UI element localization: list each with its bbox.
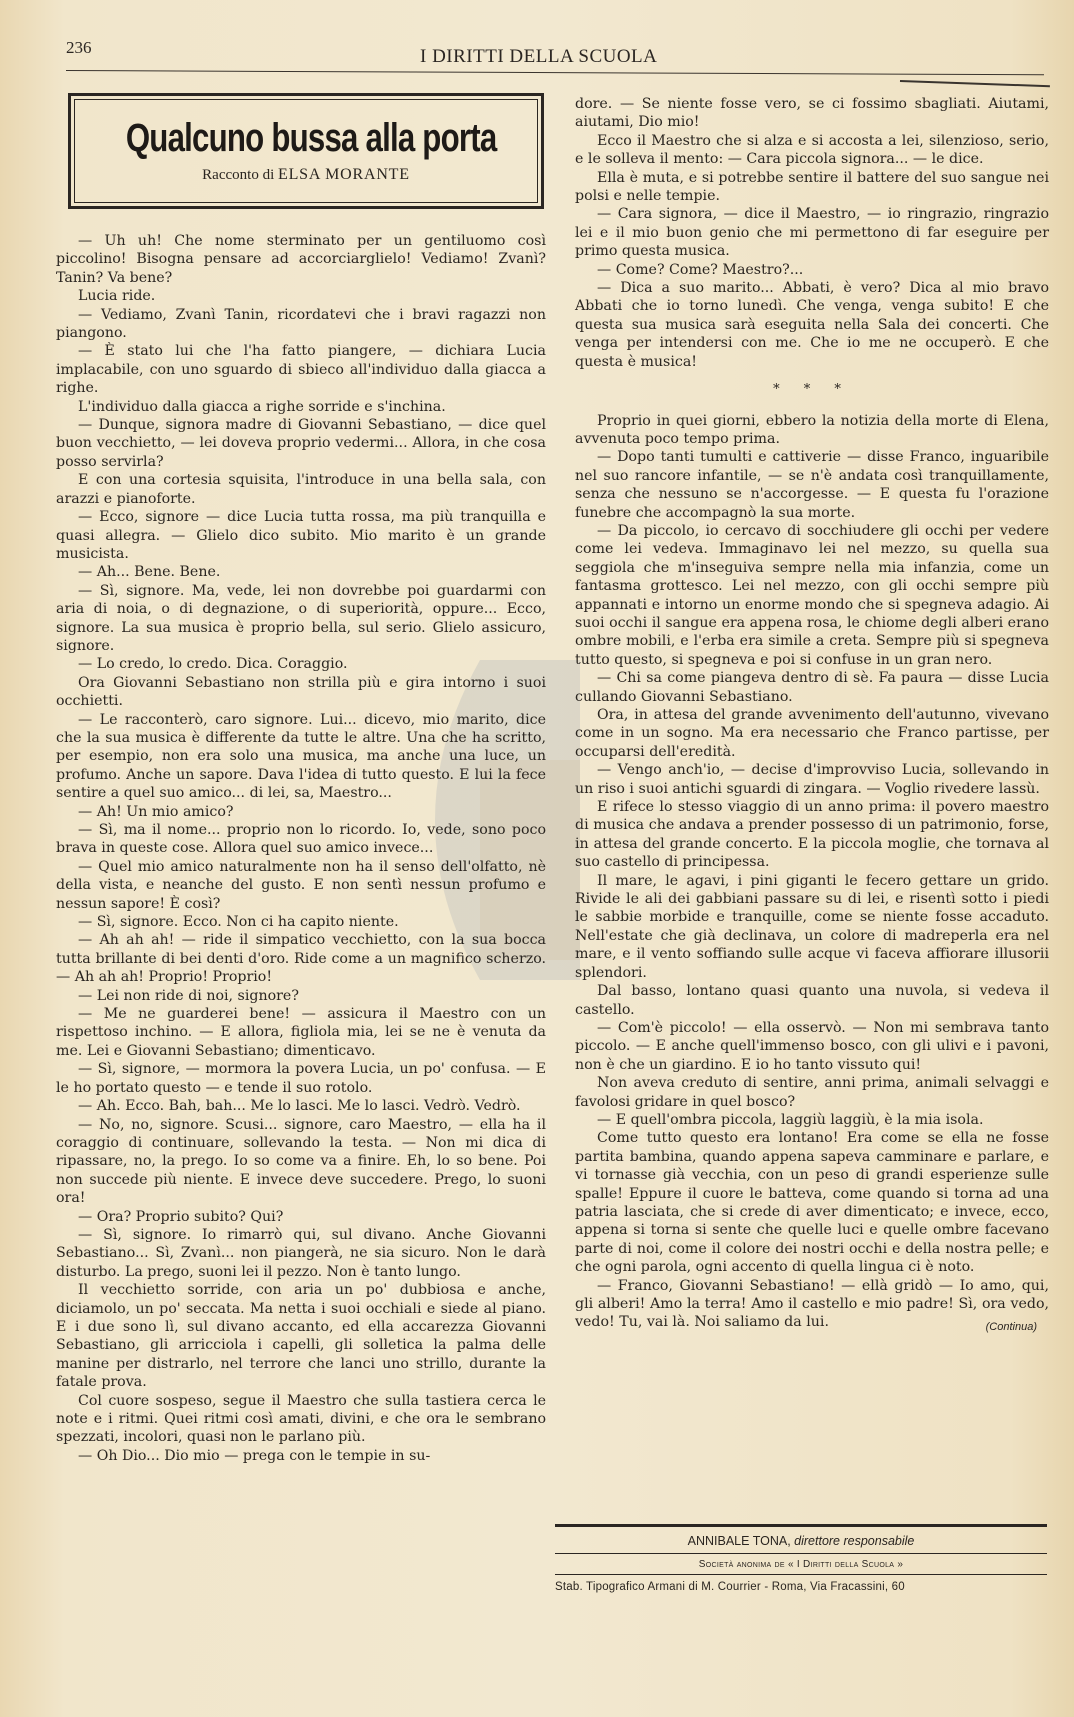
- paragraph: — Sì, ma il nome... proprio non lo ricordo. Io, vede, sono poco brava in queste cose. Allora quel suo amico invece...: [56, 822, 546, 857]
- paragraph: E rifece lo stesso viaggio di un anno prima: il povero maestro di musica che andava a prender possesso di un patrimonio, forse, in attesa del grande concerto. E la piccola moglie, che tornava al suo castello di principessa.: [575, 799, 1049, 871]
- continued-note: (Continua): [985, 1320, 1037, 1333]
- paragraph: — Ora? Proprio subito? Qui?: [78, 1208, 284, 1225]
- paragraph: — Le racconterò, caro signore. Lui... dicevo, mio marito, dice che la sua musica è differente da tutte le altre. Una che ha scritto, per esempio, non era solo una musica, ma anche una luce, un profumo. Anche un sapore. Dava l'idea di tutto questo. E lui la fece sentire a quel suo amico... di lei, sa, Maestro...: [56, 711, 546, 802]
- paragraph: Proprio in quei giorni, ebbero la notizia della morte di Elena, avvenuta poco tempo prima.: [575, 412, 1049, 447]
- paragraph: Col cuore sospeso, segue il Maestro che sulla tastiera cerca le note e i ritmi. Quei ritmi così amati, divini, e che ora le sembrano spezzati, incolori, quasi non le parlano più.: [56, 1392, 546, 1446]
- author-name: ELSA MORANTE: [278, 166, 410, 183]
- running-head: I DIRITTI DELLA SCUOLA: [420, 46, 658, 67]
- paragraph: Ora Giovanni Sebastiano non strilla più e gira intorno i suoi occhietti.: [56, 674, 546, 710]
- paragraph: — Cara signora, — dice il Maestro, — io ringrazio, ringrazio lei e il mio buon genio che mi permettono di far eseguire per primo questa musica.: [575, 206, 1049, 260]
- paragraph: — Sì, signore. Ma, vede, lei non dovrebbe poi guardarmi con aria di noia, o di degnazione, o di superiorità, oppure... Ecco, signore. La sua musica è proprio bella, sul serio. Glielo assicuro, signore.: [56, 582, 546, 654]
- paragraph: — Da piccolo, io cercavo di socchiudere gli occhi per vedere come lei vedeva. Immaginavo lei nel mezzo, su quella sua seggiola che m'inseguiva sempre nella mia infanzia, come un fantasma grottesco. Lei nel mezzo, con gli occhi sempre più appannati e intorno un enorme mondo che si spegneva adagio. Ai suoi occhi il sangue era appena rosa, le chiome degli alberi erano ombre mobili, e l'erba era simile a creta. Sempre più si spegneva tutto questo, si spegneva e poi si confuse in un gran nero.: [575, 522, 1049, 668]
- paragraph: — Quel mio amico naturalmente non ha il senso dell'olfatto, nè della vista, e neanche del gusto. E non sentì nessun profumo e nessun sapore! È così?: [56, 858, 546, 912]
- right-column-part2: [575, 412, 1049, 1332]
- paragraph: — Me ne guarderei bene! — assicura il Maestro con un rispettoso inchino. — E allora, figliola mia, lei se ne è venuta da me. Lei e Giovanni Sebastiano; dimenticavo.: [56, 1006, 546, 1059]
- paragraph: dore. — Se niente fosse vero, se ci fossimo sbagliati. Aiutami, aiutami, Dio mio!: [575, 96, 1049, 131]
- byline-prefix: Racconto di: [202, 167, 275, 183]
- publisher-line: Società anonima de « I Diritti della Scuola »: [698, 1559, 904, 1570]
- paragraph: Ora, in attesa del grande avvenimento dell'autunno, vivevano come in un sogno. Ma era necessario che Franco partisse, per occuparsi dell'eredità.: [575, 707, 1049, 760]
- paragraph: Ella è muta, e si potrebbe sentire il battere del suo sangue nei polsi e nelle tempie.: [575, 169, 1049, 205]
- header-rule-tail: [900, 80, 1050, 87]
- paragraph: — Ecco, signore — dice Lucia tutta rossa, ma più tranquilla e quasi allegra. — Glielo dico subito. Mio marito è un grande musicista.: [56, 509, 546, 562]
- section-break: * * *: [773, 382, 851, 398]
- paragraph: — Oh Dio... Dio mio — prega con le tempie in su-: [78, 1447, 431, 1464]
- paragraph: — Dunque, signora madre di Giovanni Sebastiano, — dice quel buon vecchietto, — lei doveva proprio vedermi... Allora, in che cosa posso servirla?: [56, 417, 546, 470]
- paragraph: — No, no, signore. Scusi... signore, caro Maestro, — ella ha il coraggio di continuare, sollevando la testa. — Non mi dica di ripassare, no, la prego. Io so come va a finire. Eh, lo so bene. Poi non succede più niente. E invece deve succedere. Prego, lo suoni ora!: [56, 1116, 546, 1207]
- title-box: [68, 93, 544, 209]
- right-column: [575, 95, 1049, 1336]
- title-box-inner: [74, 99, 538, 203]
- paragraph: — Ah. Ecco. Bah, bah... Me lo lasci. Me lo lasci. Vedrò. Vedrò.: [78, 1098, 521, 1115]
- paragraph: — Ah ah ah! — ride il simpatico vecchietto, con la sua bocca tutta brillante di bei denti d'oro. Ride come a un magnifico scherzo. — Ah ah ah! Proprio! Proprio!: [56, 932, 546, 986]
- paragraph: — Dica a suo marito... Abbati, è vero? Dica al mio bravo Abbati che io torno lunedì. Che venga, venga subito! E che questa sua musica sarà eseguita nella Sala dei concerti. Che venga per intendersi con me. Che io me ne occuperò. E che questa è musica!: [575, 280, 1049, 370]
- paragraph: Il mare, le agavi, i pini giganti le fecero gettare un grido. Rivide le ali dei gabbiani passare su di lei, e risentì sotto i piedi le sabbie morbide e tranquille, come se niente fosse accaduto. Nell'estate che già declinava, un colore di madreperla era nel mare, e il vento soffiando sulle acque vi faceva affiorare illusorii splendori.: [575, 872, 1049, 981]
- story-byline: [75, 166, 537, 184]
- left-column: [56, 232, 546, 1465]
- page-number: 236: [66, 38, 92, 57]
- paragraph: L'individuo dalla giacca a righe sorride e s'inchina.: [78, 398, 446, 415]
- director-line: [555, 1527, 1047, 1553]
- paragraph: — Lei non ride di noi, signore?: [78, 987, 299, 1004]
- paragraph: Dal basso, lontano quasi quanto una nuvola, si vedeva il castello.: [575, 983, 1049, 1018]
- paragraph: Come tutto questo era lontano! Era come se ella ne fosse partita bambina, quando appena sapeva camminare e parlare, e vi tornasse già vecchia, con un peso di grandi esperienze sulle spalle! Eppure il cuore le batteva, come quando si torna ad una patria lasciata, che si crede di aver dimenticato; e invece, ecco, appena si torna si sente che quelle luci e quelle ombre facevano parte di noi, come il colore dei nostri occhi e della nostra pelle; e che ogni parola, ogni accento di quella lingua ci è noto.: [575, 1130, 1049, 1276]
- paragraph: — Com'è piccolo! — ella osservò. — Non mi sembrava tanto piccolo. — E anche quell'immenso bosco, con gli ulivi e i pavoni, non è che un giardino. E io ho tanto vissuto qui!: [575, 1019, 1049, 1073]
- paragraph: Ecco il Maestro che si alza e si accosta a lei, silenzioso, serio, e le solleva il mento: — Cara piccola signora... — le dice.: [575, 132, 1049, 168]
- director-name: ANNIBALE TONA,: [687, 1534, 791, 1548]
- paragraph: — E quell'ombra piccola, laggiù laggiù, è la mia isola.: [597, 1111, 984, 1128]
- paragraph: — Sì, signore. Io rimarrò qui, sul divano. Anche Giovanni Sebastiano... Sì, Zvanì... non piangerà, ne sia sicuro. Non le darà disturbo. La prego, suoni lei il pezzo. Non è tanto lungo.: [56, 1226, 546, 1280]
- story-title: Qualcuno bussa alla porta: [125, 116, 497, 160]
- paragraph: — Lo credo, lo credo. Dica. Coraggio.: [78, 656, 348, 673]
- paragraph: — È stato lui che l'ha fatto piangere, — dichiara Lucia implacabile, con uno sguardo di sbieco all'individuo dalla giacca a righe.: [56, 343, 546, 397]
- paragraph: — Sì, signore, — mormora la povera Lucia, un po' confusa. — E le ho portato questo — e tende il suo rotolo.: [56, 1061, 546, 1096]
- paragraph: Non aveva creduto di sentire, anni prima, animali selvaggi e favolosi gridare in quel bosco?: [575, 1075, 1049, 1110]
- paragraph: — Come? Come? Maestro?...: [597, 261, 804, 278]
- paragraph: — Vengo anch'io, — decise d'improvviso Lucia, sollevando in un riso i suoi antichi sguardi di zingara. — Voglio rivedere lassù.: [575, 762, 1049, 797]
- paragraph: — Vediamo, Zvanì Tanin, ricordatevi che i bravi ragazzi non piangono.: [56, 306, 546, 342]
- paragraph: — Dopo tanti tumulti e cattiverie — disse Franco, inguaribile nel suo rancore infantile, — se n'è andata così tranquillamente, senza che nessuno se n'accorgesse. — E questa fu l'orazione funebre che accompagnò la sua morte.: [575, 449, 1049, 521]
- paragraph: E con una cortesia squisita, l'introduce in una bella sala, con arazzi e pianoforte.: [56, 472, 546, 507]
- paragraph: — Sì, signore. Ecco. Non ci ha capito niente.: [78, 914, 399, 931]
- paragraph: Lucia ride.: [78, 288, 156, 305]
- paragraph: — Franco, Giovanni Sebastiano! — ellà gridò — Io amo, qui, gli alberi! Amo la terra! Amo il castello e mio padre! Sì, ora vedo, vedo! Tu, vai là. Noi saliamo da lui.: [575, 1277, 1049, 1331]
- paragraph: Il vecchietto sorride, con aria un po' dubbiosa e anche, diciamolo, un po' seccata. Ma netta i suoi occhiali e siede al piano. E i due sono lì, sul divano accanto, ed ella accarezza Giovanni Sebastiano, gli arricciola i capelli, gli solletica la palma delle manine per distrarlo, nel terrore che lanci uno strillo, durante la fatale prova.: [56, 1282, 546, 1391]
- header-rule: [66, 70, 1044, 75]
- printer-line: Stab. Tipografico Armani di M. Courrier - Roma, Via Fracassini, 60: [555, 1581, 905, 1593]
- paragraph: — Uh uh! Che nome sterminato per un gentiluomo così piccolino! Bisogna pensare ad accorciarglielo! Vediamo! Zvanì? Tanin? Va bene?: [56, 233, 546, 286]
- paragraph: — Chi sa come piangeva dentro di sè. Fa paura — disse Lucia cullando Giovanni Sebastiano.: [575, 670, 1049, 705]
- colophon: [555, 1524, 1047, 1593]
- paragraph: — Ah! Un mio amico?: [78, 803, 234, 820]
- paragraph: — Ah... Bene. Bene.: [78, 564, 221, 581]
- right-column-part1: [575, 95, 1049, 371]
- director-role: direttore responsabile: [794, 1534, 915, 1548]
